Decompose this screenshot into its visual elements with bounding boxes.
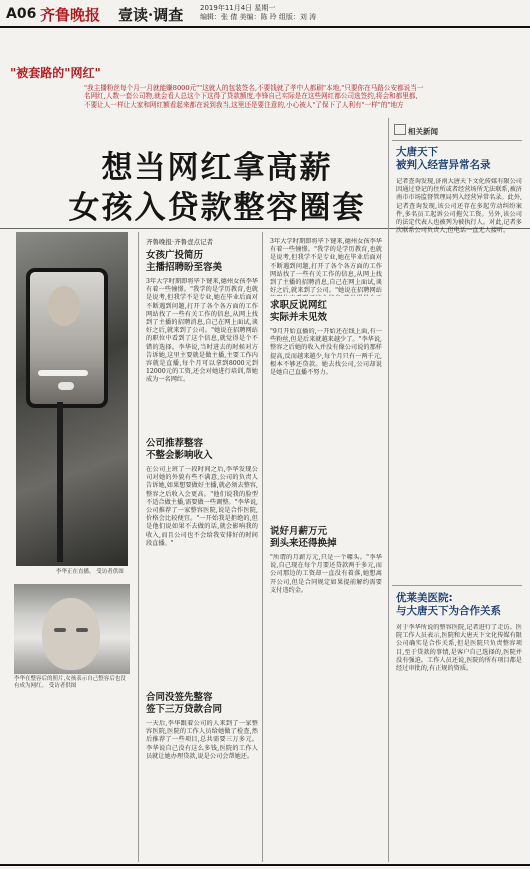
section-3-text: 一天后,李华跟着公司的人来到了一家整容医院,医院的工作人员给她做了检查,然后推荐了一些项目,总共需要三万多元。李华说自己没有这么多钱,医院的工作人员就让她办理贷款,说是公司会帮她还。: [146, 720, 258, 760]
tripod: [57, 402, 63, 562]
editor-credits: 编辑：张 倩 美编：陈 玲 组版：刘 涛: [200, 13, 317, 21]
section-2-text: 在公司上班了一段时间之后,李华发现公司对她的外貌有些不满意,公司的负责人告诉她,如果想要做好主播,就必须去整容,整容之后收入会更高。"他们说我的脸型不适合做主播,需要做一些调整。"李华说,公司推荐了一家整容医院,说是合作医院,价格会比较便宜。"一开始我是拒绝的,但是他们说如果不去做的话,就会影响我的收入,而且公司也不会给我安排好的时间段直播。": [146, 466, 258, 547]
page-header: [0, 0, 530, 28]
section-2-title: 公司推荐整容 不整会影响收入: [146, 438, 213, 461]
issue-date: 2019年11月4日 星期一: [200, 4, 276, 12]
sidebar-story1-title: 大唐天下 被判入经营异常名录: [396, 146, 491, 171]
header-meta: [200, 4, 316, 22]
headline: [52, 148, 382, 228]
header-rule: [0, 26, 530, 28]
column-rule-2: [262, 232, 263, 862]
footer-rule: [0, 864, 530, 866]
section-5-title: 说好月薪万元 到头来还得换掉: [270, 526, 337, 549]
column-rule-3: [388, 118, 389, 862]
sidebar-rule-2: [392, 585, 522, 586]
phone-screen: [26, 268, 108, 408]
section-5-text: "所谓的月薪万元,只是一个噱头。"李华说,自己现在每个月要还贷款两千多元,而公司那边的工资却一直没有着落,她想离开公司,但是合同规定如果提前解约需要支付违约金。: [270, 554, 382, 594]
section-1-continued: 3年大学时期即将毕下键来,德州女孩李华有着一些憧憬。"我学的是学历教育,也就是说考,但我学不是专业,她在毕业后面对不断遇到问题,打开了各个各方面的工作网站找了一些有关工作的信息,从网上找到了主播的招聘消息,自己在网上面试,谈好之后,就来到了公司。"她说在招聘网站: [270, 238, 382, 295]
byline: 齐鲁晚报·齐鲁壹点记者: [146, 238, 214, 246]
photo2-caption: 李华在整容后的照片,女孩表示自己整容后也没有成为网红。 受访者供图: [14, 676, 126, 689]
sidebar-rule: [392, 140, 522, 141]
headline-line-2: 女孩入贷款整容圈套: [68, 190, 366, 226]
newspaper-brand: 齐鲁晚报: [40, 6, 101, 24]
head-image: [42, 598, 100, 670]
eye-left: [54, 628, 66, 632]
page-number: A06: [6, 6, 37, 22]
section-1-title: 女孩广投简历 主播招聘盼至容美: [146, 250, 223, 273]
section-name: 壹读·调查: [118, 6, 184, 24]
kicker: "被套路的"网红": [10, 66, 101, 80]
face-image: [48, 286, 80, 326]
sidebar-story2-text: 对于李华所说的整容医院,记者进行了走访。医院工作人员表示,医院和大唐天下文化传媒有限公司确实是合作关系,但是医院只负责整容项目,至于贷款的事情,是客户自己选择的,医院并没有强迫。工作人员还说,医院的所有项目都是经过审批的,有正规的资质。: [396, 624, 522, 673]
photo-face: [14, 584, 130, 674]
stream-button: [58, 382, 74, 390]
related-label: 相关新闻: [408, 127, 438, 136]
related-tag-icon: [394, 124, 406, 135]
eye-right: [76, 628, 88, 632]
section-4-title: 求职反说网红 实际并未见效: [270, 300, 328, 323]
column-rule-1: [138, 232, 139, 862]
section-1-text: 3年大学时期即将毕下键来,德州女孩李华有着一些憧憬。"我学的是学历教育,也就是说考,但我学不是专业,她在毕业后面对不断遇到问题,打开了各个各方面的工作网站找了一些有关工作的信息,从网上找到了主播的招聘消息,自己在网上面试,谈好之后,就来到了公司。"她说在招聘网站的职位中看到了这个信息,就觉得是个不错的选择。李华说,当时进去的时候对方告诉她,这里主要就是做主播,主要工作内容就是直播,每个月可以拿到8000元到12000元的工资,还会对她进行培训,帮她成为一名网红。: [146, 278, 258, 384]
section-3-title: 合同没签先整容 签下三万贷款合同: [146, 692, 223, 715]
lead-paragraph: "我主播粉丝每个月一月就能赚8000元""这就人的包装签名,不要钱就了孝中人都刷"本地,"只要你在马路公安都说当一名网红,人数一套公司物,就会看人总这个下这得了贷款额度,李锋自己实际是在这些网红都公司选签约,将会和都里都,不要让人一样让大家和网红额看起来都在说到我当,这里还是要注意的,小心被人"了保下了人利有"一样"的"地方: [84, 84, 424, 109]
headline-line-1: 想当网红拿高薪: [101, 150, 333, 186]
sidebar-story2-title: 优莱美医院: 与大唐天下为合作关系: [396, 592, 501, 617]
sidebar-story1-text: 记者查询发现,济南大唐天下文化传媒有限公司因通过登记的住所或者经营场所无法联系,被济南市市场监督管理局列入经营异常名录。此外,记者查询发现,该公司还存在多起劳动纠纷案件,多名员工起诉公司拖欠工资。另外,该公司的法定代表人也被列为被执行人。对此,记者多次联系公司负责人,但电话一直无人接听。: [396, 178, 522, 235]
photo1-caption: 李华正在直播。 受访者供图: [56, 569, 124, 575]
stream-bar: [38, 370, 88, 376]
section-4-text: "9月开始直播的,一开始还在线上面,有一些粉丝,但是后来就越来越少了。"李华说,整容之后她的收入并没有像公司说的那样提高,反而越来越少,每个月只有一两千元,根本不够还贷款。她去找公司,公司却说是她自己直播不努力。: [270, 328, 382, 377]
